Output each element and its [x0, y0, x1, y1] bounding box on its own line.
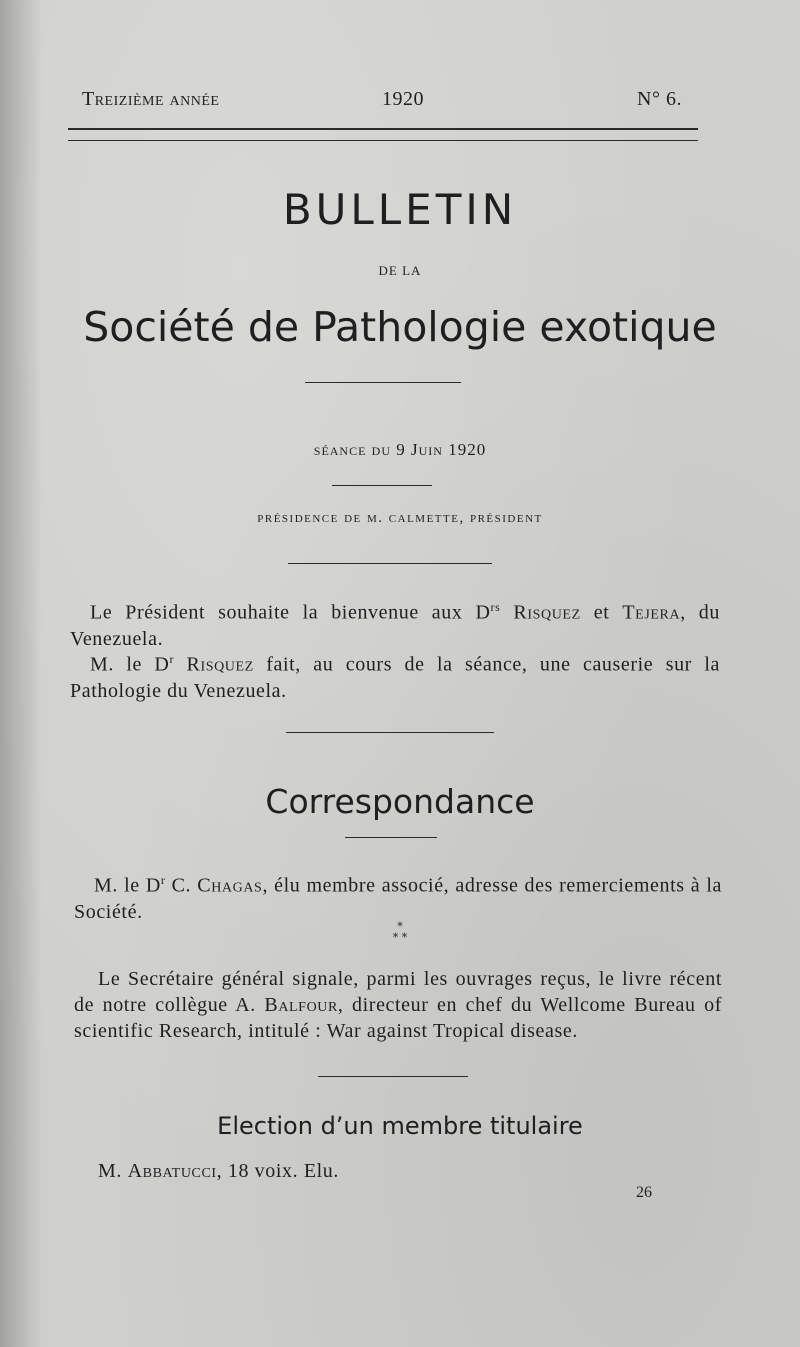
election-result: M. Abbatucci, 18 voix. Elu.: [98, 1160, 340, 1182]
divider-rule: [286, 732, 494, 733]
session-date: séance du 9 Juin 1920: [313, 440, 487, 459]
bulletin-title: BULLETIN: [282, 185, 518, 234]
asterism: * * *: [392, 920, 408, 944]
chagas-paragraph: M. le $D^r$ C. Chagas, élu membre associé, adresse des remerciements à la Société.: [74, 873, 722, 923]
de-la-label: DE LA: [378, 263, 422, 278]
header-year: 1920: [382, 88, 424, 110]
balfour-paragraph: Le Secrétaire général signale, parmi les ouvrages reçus, le livre récent de notre collègue A. Balfour, directeur en chef du Wellcome Bureau of scientific Research, intitulé : War against Tropical disease.: [74, 968, 722, 1042]
running-header: [82, 88, 682, 116]
divider-rule: [345, 837, 437, 838]
society-title: Société de Pathologie exotique: [83, 303, 717, 351]
page-number: 26: [636, 1184, 652, 1201]
presidency-line: présidence de m. calmette, président: [257, 510, 543, 526]
correspondance-heading: Correspondance: [265, 782, 535, 821]
divider-rule: [305, 382, 461, 383]
divider-rule: [318, 1076, 468, 1077]
divider-rule: [332, 485, 432, 486]
header-double-rule: [68, 128, 698, 141]
welcome-paragraph: Le Président souhaite la bienvenue aux $D^{rs}$ Risquez et Tejera, du Venezuela.: [70, 600, 720, 650]
header-year-label: Treizième année: [82, 88, 220, 110]
header-issue-number: N° 6.: [637, 88, 682, 110]
talk-paragraph: M. le $D^r$ Risquez fait, au cours de la séance, une causerie sur la Pathologie du Venezuela.: [70, 652, 720, 702]
divider-rule: [288, 563, 492, 564]
election-heading: Election d’un membre titulaire: [217, 1112, 583, 1140]
